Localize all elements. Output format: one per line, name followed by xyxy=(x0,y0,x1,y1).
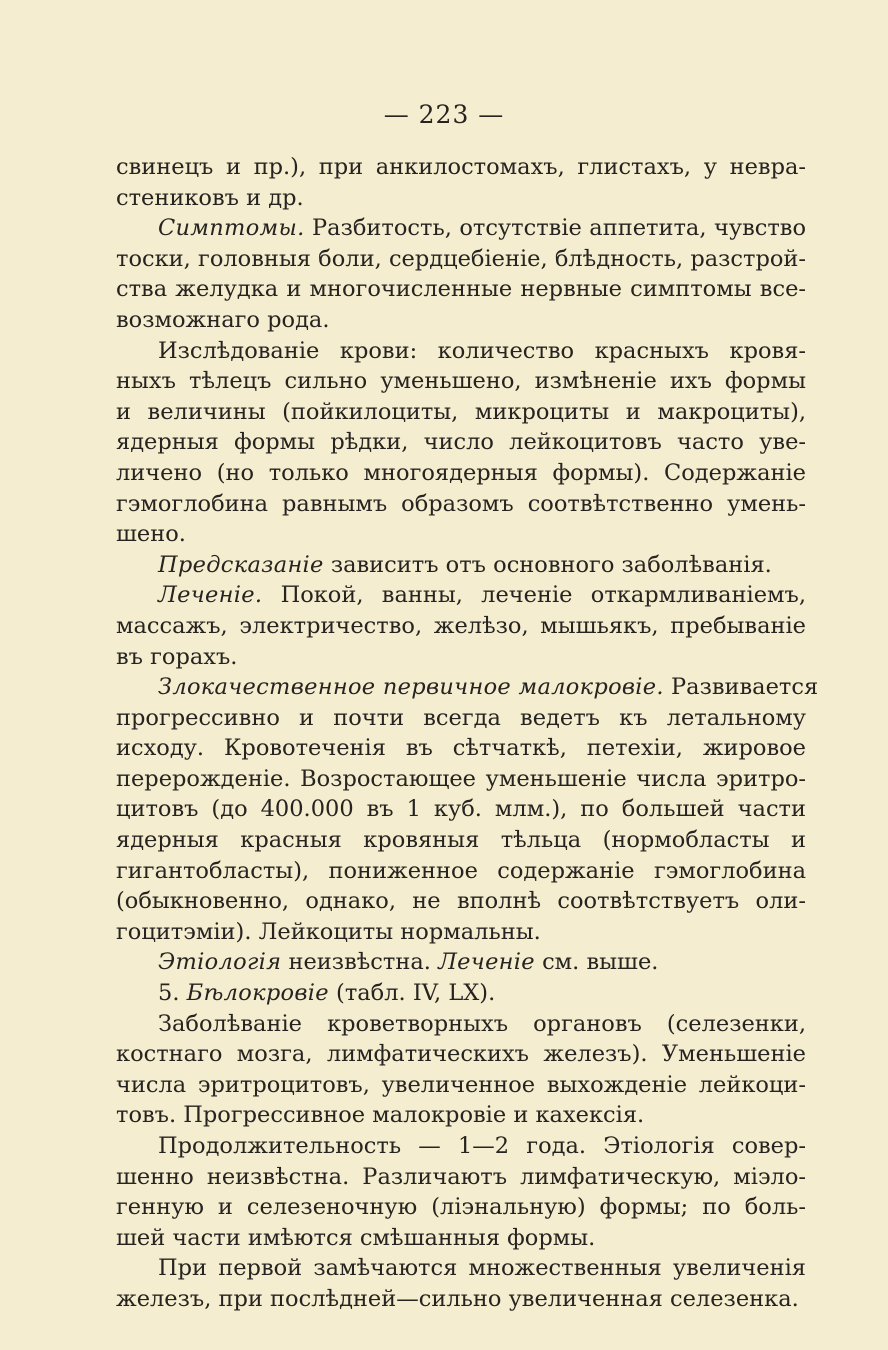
text-line xyxy=(116,1162,806,1193)
text-line xyxy=(116,1009,806,1040)
text-line xyxy=(116,1039,806,1070)
text-run: железъ, при послѣдней—сильно увеличенная селезенка. xyxy=(116,1285,799,1312)
text-run: возможнаго рода. xyxy=(116,306,330,333)
text-run: шено. xyxy=(116,521,186,548)
text-run: Покой, ванны, леченіе откармливаніемъ, xyxy=(262,582,806,609)
text-run: Развивается xyxy=(663,674,819,701)
italic-term: Злокачественное первичное малокровіе. xyxy=(158,674,664,701)
text-line xyxy=(116,489,806,520)
italic-term: Этіологія xyxy=(158,949,282,976)
text-run: числа эритроцитовъ, увеличенное выхожденіе лейкоци- xyxy=(116,1071,806,1098)
text-line xyxy=(116,1284,806,1315)
text-line xyxy=(116,366,806,397)
text-line xyxy=(116,672,819,703)
text-run: (обыкновенно, однако, не вполнѣ соотвѣтствуетъ оли- xyxy=(116,888,806,915)
text-line xyxy=(116,336,806,367)
text-run: костнаго мозга, лимфатическихъ железъ). Уменьшеніе xyxy=(116,1041,806,1068)
text-run: прогрессивно и почти всегда ведетъ къ летальному xyxy=(116,704,806,731)
text-line xyxy=(116,580,806,611)
text-run: стениковъ и др. xyxy=(116,184,304,211)
text-run: въ горахъ. xyxy=(116,643,238,670)
text-run: шей части имѣются смѣшанныя формы. xyxy=(116,1224,596,1251)
page-number: — 223 — xyxy=(383,100,505,129)
text-line xyxy=(116,427,806,458)
text-line xyxy=(116,1100,806,1131)
text-run: (табл. IV, LX). xyxy=(328,980,496,1007)
text-run: исходу. Кровотеченія въ сѣтчаткѣ, петехіи, жировое xyxy=(116,735,806,762)
italic-term: Симптомы. xyxy=(158,215,305,242)
text-line xyxy=(116,244,806,275)
text-run: Заболѣваніе кроветворныхъ органовъ (селезенки, xyxy=(158,1010,806,1037)
italic-term: Леченіе. xyxy=(158,582,263,609)
text-run: гэмоглобина равнымъ образомъ соотвѣтственно умень- xyxy=(116,490,806,517)
text-line xyxy=(116,1192,806,1223)
text-run: гигантобласты), пониженное содержаніе гэмоглобина xyxy=(116,857,806,884)
text-line xyxy=(116,1131,806,1162)
text-run: неизвѣстна. xyxy=(281,949,439,976)
text-run: ныхъ тѣлецъ сильно уменьшено, измѣненіе ихъ формы xyxy=(116,368,806,395)
text-line xyxy=(116,733,806,764)
text-line xyxy=(116,611,806,642)
text-line xyxy=(116,978,806,1009)
text-line xyxy=(116,825,806,856)
text-line xyxy=(116,886,806,917)
text-line xyxy=(116,1223,806,1254)
text-run: шенно неизвѣстна. Различаютъ лимфатическую, міэло- xyxy=(116,1163,806,1190)
text-line xyxy=(116,213,806,244)
text-run: ядерныя формы рѣдки, число лейкоцитовъ часто уве- xyxy=(116,429,806,456)
text-run: свинецъ и пр.), при анкилостомахъ, глистахъ, у невра- xyxy=(116,154,806,180)
text-run: Изслѣдованіе крови: количество красныхъ кровя- xyxy=(158,337,806,364)
text-run: см. выше. xyxy=(534,949,659,976)
text-run: При первой замѣчаются множественныя увеличенія xyxy=(158,1255,806,1282)
text-line xyxy=(116,947,806,978)
text-run: Продолжительность — 1—2 года. Этіологія совер- xyxy=(158,1133,806,1159)
text-line xyxy=(116,274,806,305)
text-run: Разбитость, отсутствіе аппетита, чувство xyxy=(304,215,806,242)
text-run: гоцитэміи). Лейкоциты нормальны. xyxy=(116,918,541,945)
text-run: генную и селезеночную (ліэнальную) формы; по боль- xyxy=(116,1194,806,1221)
text-run: тоски, головныя боли, сердцебіеніе, блѣдность, разстрой- xyxy=(116,245,806,272)
text-run: 5. xyxy=(158,980,187,1007)
text-line xyxy=(116,1253,806,1284)
text-line xyxy=(116,794,806,825)
text-line xyxy=(116,152,806,183)
text-run: цитовъ (до 400.000 въ 1 куб. млм.), по большей части xyxy=(116,796,806,823)
body-text xyxy=(116,152,819,1315)
text-run: перерожденіе. Возростающее уменьшеніе числа эритро- xyxy=(116,765,806,792)
text-line xyxy=(116,519,806,550)
text-line xyxy=(116,642,806,673)
italic-term: Бѣлокровіе xyxy=(186,980,329,1007)
text-run: личено (но только многоядерныя формы). Содержаніе xyxy=(116,459,806,486)
italic-term: Предсказаніе xyxy=(158,551,324,578)
text-line xyxy=(116,856,806,887)
text-run: ства желудка и многочисленные нервные симптомы все- xyxy=(116,276,806,303)
text-run: массажъ, электричество, желѣзо, мышьякъ, пребываніе xyxy=(116,612,806,639)
text-line xyxy=(116,183,806,214)
text-line xyxy=(116,703,806,734)
text-line xyxy=(116,550,806,581)
text-line xyxy=(116,397,806,428)
text-line xyxy=(116,917,806,948)
text-run: товъ. Прогрессивное малокровіе и кахексія. xyxy=(116,1102,645,1129)
text-run: ядерныя красныя кровяныя тѣльца (нормобласты и xyxy=(116,827,806,854)
text-run: и величины (пойкилоциты, микроциты и макроциты), xyxy=(116,398,806,425)
text-line xyxy=(116,764,806,795)
text-run: зависитъ отъ основного заболѣванія. xyxy=(323,551,772,578)
text-line xyxy=(116,305,806,336)
italic-term: Леченіе xyxy=(438,949,535,976)
text-line xyxy=(116,458,806,489)
text-line xyxy=(116,1070,806,1101)
